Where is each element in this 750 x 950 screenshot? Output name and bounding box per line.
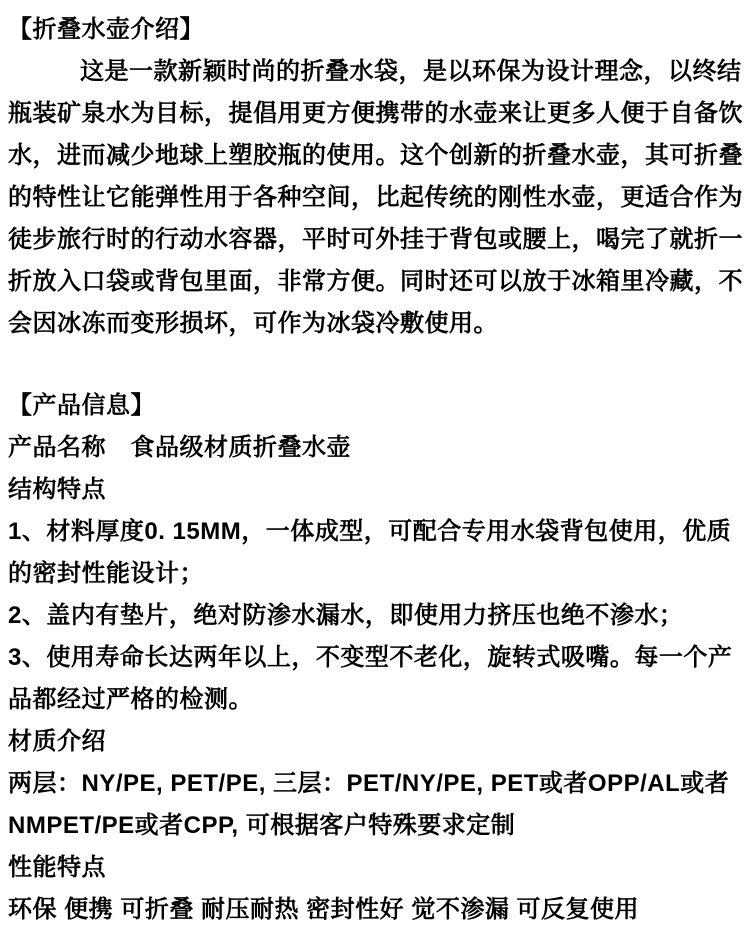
material-intro-label: 材质介绍 [8,728,106,755]
structure-features-label: 结构特点 [8,476,106,503]
performance-label: 性能特点 [8,854,106,881]
intro-paragraph: 这是一款新颖时尚的折叠水袋，是以环保为设计理念，以终结瓶装矿泉水为目标，提倡用更方便携带的水壶来让更多人便于自备饮水，进而减少地球上塑胶瓶的使用。这个创新的折叠水壶，其可折叠的特性让它能弹性用于各种空间，比起传统的刚性水壶，更适合作为徒步旅行时的行动水容器，平时可外挂于背包或腰上，喝完了就折一折放入口袋或背包里面，非常方便。同时还可以放于冰箱里冷藏，不会因冰冻而变形损坏，可作为冰袋冷敷使用。 [8,58,743,337]
intro-section-heading: 【折叠水壶介绍】 [8,16,204,43]
product-info-rows [8,427,744,931]
material-layers-line: 两层：NY/PE, PET/PE, 三层：PET/NY/PE, PET或者OPP/AL或者NMPET/PE或者CPP, 可根据客户特殊要求定制 [8,770,730,839]
structure-feature-3: 3、使用寿命长达两年以上，不变型不老化，旋转式吸嘴。每一个产品都经过严格的检测。 [8,644,733,713]
performance-features-line: 环保 便携 可折叠 耐压耐热 密封性好 觉不渗漏 可反复使用 [8,896,640,923]
structure-feature-2: 2、盖内有垫片，绝对防渗水漏水，即使用力挤压也绝不渗水； [8,602,684,629]
structure-feature-1: 1、材料厚度0. 15MM，一体成型，可配合专用水袋背包使用，优质的密封性能设计； [8,518,732,587]
product-info-section-heading: 【产品信息】 [8,392,155,419]
product-name-line: 产品名称 食品级材质折叠水壶 [8,434,351,461]
